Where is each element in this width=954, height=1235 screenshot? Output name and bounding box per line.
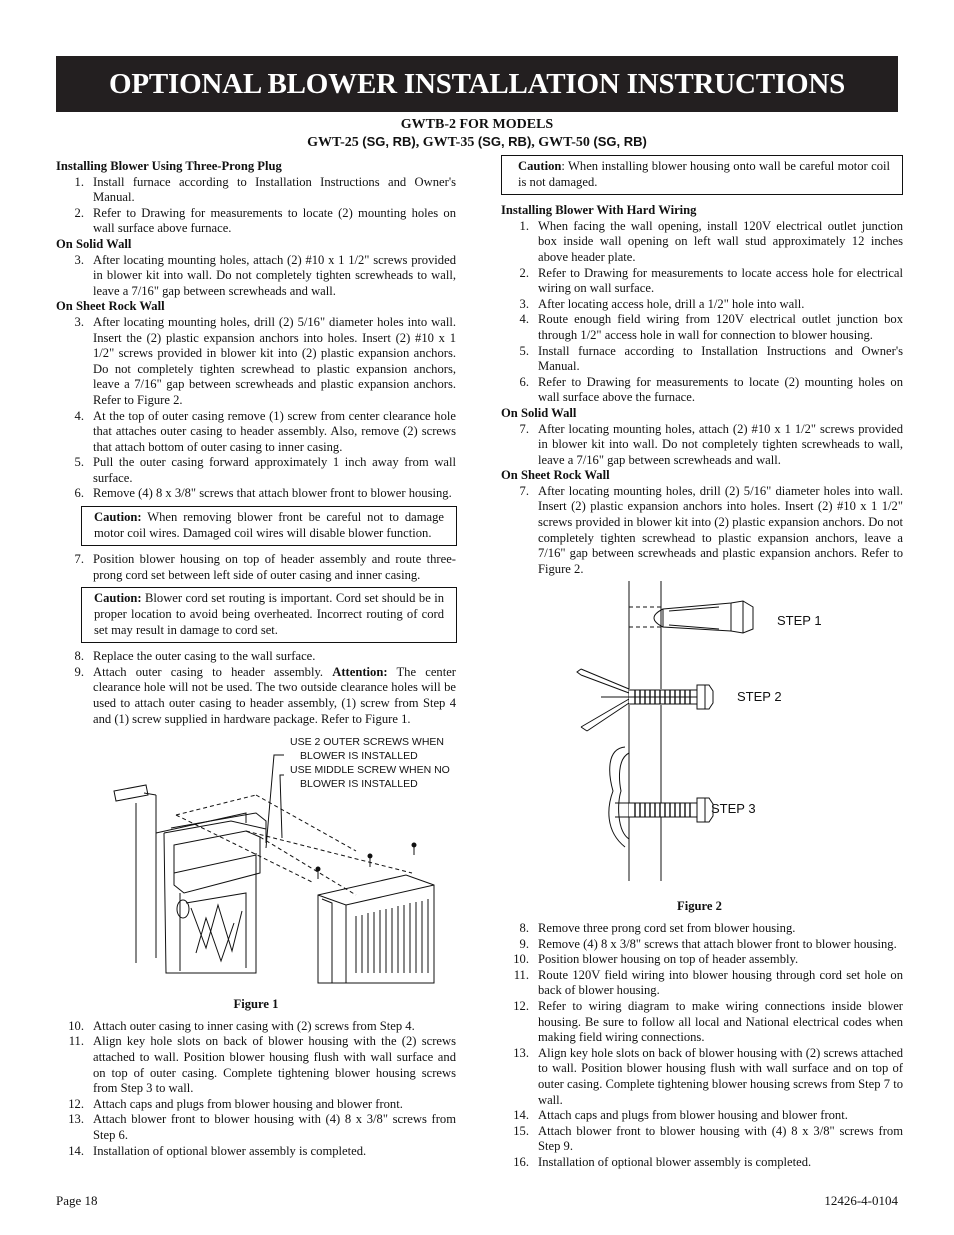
list-item [501,921,903,937]
subheading-sheet-rock: On Sheet Rock Wall [501,468,610,483]
caution-box [81,587,457,643]
list-item [56,649,456,665]
steps-list [56,552,456,583]
item-number: 7. [74,552,84,567]
model-gwt35: , GWT-35 [415,135,478,150]
item-number: 1. [519,218,529,233]
item-text: Align key hole slots on back of blower housing with (2) screws attached to wall. Position blower housing flush with wall surface and on top of outer casing. Complete tightening blower housing screws from Step 7 to wall. [538,1045,903,1107]
item-number: 2. [74,205,84,220]
step-3-label: STEP 3 [711,801,756,817]
item-text: Attach caps and plugs from blower housing and blower front. [538,1108,848,1123]
item-number: 3. [74,314,84,329]
item-number: 7. [519,421,529,436]
item-text: Attach outer casing to inner casing with (2) screws from Step 4. [93,1018,415,1033]
list-item [501,968,903,999]
model-gwt50-variants: (SG, RB) [593,134,647,149]
steps-list [56,253,456,300]
item-text: After locating mounting holes, attach (2) #10 x 1 1/2" screws provided in blower kit into wall. Do not completely tighten screwheads to wall, leave a 7/16" gap between screwheads and wall. [538,421,903,467]
item-text: Position blower housing on top of header assembly and route three-prong cord set between left side of outer casing and inner casing. [93,552,456,582]
list-item [501,484,903,578]
item-number: 5. [519,343,529,358]
item-text: Replace the outer casing to the wall surface. [93,649,316,664]
figure-2-caption: Figure 2 [677,899,722,914]
item-number: 14. [513,1108,529,1123]
item-number: 8. [519,921,529,936]
list-item [56,1019,456,1035]
list-item [501,1155,903,1171]
steps-list [56,315,456,502]
list-item [501,422,903,469]
section-heading-three-prong: Installing Blower Using Three-Prong Plug [56,159,282,173]
callout-text: BLOWER IS INSTALLED [300,778,418,791]
item-number: 11. [68,1034,84,1049]
item-text: At the top of outer casing remove (1) screw from center clearance hole that attaches outer casing to header assembly. Also, remove (2) screws that attach bottom of outer casing to inner casing. [93,408,456,454]
list-item [501,999,903,1046]
list-item [56,455,456,486]
item-number: 14. [68,1143,84,1158]
list-item [56,1097,456,1113]
item-number: 9. [74,664,84,679]
model-gwt50: , GWT-50 [531,135,594,150]
item-text: Attach blower front to blower housing with (4) 8 x 3/8" screws from Step 6. [93,1112,456,1142]
list-item [56,253,456,300]
list-item [56,1144,456,1160]
item-text: Pull the outer casing forward approximately 1 inch away from wall surface. [93,455,456,485]
item-number: 11. [513,967,529,982]
steps-list [56,175,456,237]
item-text: Route 120V field wiring into blower housing through cord set hole on back of blower housing. [538,967,903,998]
item-text: Refer to Drawing for measurements to locate access hole for electrical wiring on wall surface. [538,265,903,296]
caution-text: : When installing blower housing onto wall be careful motor coil is not damaged. [518,159,890,189]
item-number: 12. [68,1096,84,1111]
list-item [56,1112,456,1143]
item-number: 7. [519,483,529,498]
list-item [501,312,903,343]
item-number: 5. [74,455,84,470]
subheading-solid-wall: On Solid Wall [501,405,577,420]
list-item [501,937,903,953]
callout-text: BLOWER IS INSTALLED [300,750,418,763]
item-number: 3. [519,296,529,311]
steps-list [56,1019,456,1159]
item-number: 4. [74,408,84,423]
list-item [56,486,456,502]
item-number: 8. [74,649,84,664]
list-item [501,375,903,406]
caution-box [501,155,903,195]
steps-list [56,665,456,727]
item-text: Attach outer casing to header assembly. Attention: The center clearance hole will not be used. The two outside clearance holes will be used to attach outer casing to header assembly, (1) screw from Step 4 and (1) screw supplied in hardware package. Refer to Figure 1. [93,664,456,726]
item-number: 16. [513,1154,529,1169]
item-number: 10. [513,952,529,967]
callout-text: USE 2 OUTER SCREWS WHEN [290,736,445,749]
item-text: Attach caps and plugs from blower housing and blower front. [93,1096,403,1111]
item-number: 12. [513,999,529,1013]
list-item [56,206,456,237]
list-item [56,315,456,409]
item-text: Refer to Drawing for measurements to locate (2) mounting holes on wall surface above the furnace. [538,374,903,405]
caution-text: When removing blower front be careful not to damage motor coil wires. Damaged coil wires will disable blower function. [94,510,444,540]
item-text: After locating mounting holes, drill (2) 5/16" diameter holes into wall. Insert (2) plastic expansion anchors into holes. Insert (2) #10 x 1 1/2" screws provided in blower kit into (2) plastic expansion anchors. Do not completely tighten screwhead to plastic expansion anchors, leave a 7/16" gap between screwheads and plastic expansion anchors. Refer to Figure 2. [538,483,903,576]
list-item [501,952,903,968]
item-number: 13. [68,1112,84,1127]
steps-list [501,921,903,1171]
item-number: 15. [513,1123,529,1138]
attention-label: Attention: [332,664,388,679]
item-number: 2. [519,265,529,280]
document-code: 12426-4-0104 [824,1193,898,1208]
item-number: 13. [513,1045,529,1060]
list-item [501,344,903,375]
steps-list [501,422,903,469]
left-column [56,159,456,1159]
steps-list [501,219,903,406]
figure-1-diagram [56,733,456,985]
caution-label: Caution: [94,510,142,525]
model-gwt35-variants: (SG, RB) [477,134,532,149]
item-number: 6. [74,486,84,501]
item-text: Install furnace according to Installation Instructions and Owner's Manual. [538,343,903,374]
item-text: Attach blower front to blower housing with (4) 8 x 3/8" screws from Step 9. [538,1123,903,1154]
item-text: Remove three prong cord set from blower housing. [538,921,796,936]
model-heading: GWTB-2 FOR MODELS [400,117,554,132]
subheading-solid-wall: On Solid Wall [56,236,132,251]
item-text: After locating access hole, drill a 1/2" hole into wall. [538,296,805,311]
item-text: Refer to Drawing for measurements to locate (2) mounting holes on wall surface above furnace. [93,205,456,236]
list-item [501,266,903,297]
caution-label: Caution: [94,591,142,606]
page-number: Page 18 [56,1193,98,1208]
caution-box [81,506,457,546]
list-item [501,1124,903,1155]
item-text: When facing the wall opening, install 120V electrical outlet junction box inside wall opening on left wall stud approximately 12 inches above header plate. [538,218,903,264]
item-text: Install furnace according to Installation Instructions and Owner's Manual. [93,174,456,205]
figure-1-caption: Figure 1 [233,997,279,1012]
item-text: Remove (4) 8 x 3/8" screws that attach blower front to blower housing. [538,936,897,951]
item-number: 3. [74,252,84,267]
item-number: 4. [519,312,529,327]
steps-list [56,649,456,665]
list-item [56,665,456,727]
section-heading-hard-wiring: Installing Blower With Hard Wiring [501,203,697,218]
list-item [501,297,903,313]
item-text: Align key hole slots on back of blower housing with the (2) screws attached to wall. Position blower housing flush with wall surface and on top of outer casing. Complete tightening blower housing screws from Step 3 to wall. [93,1034,456,1096]
item-text: Remove (4) 8 x 3/8" screws that attach blower front to blower housing. [93,486,452,501]
model-list [0,134,954,151]
item-number: 10. [68,1018,84,1033]
list-item [56,1034,456,1096]
list-item [501,219,903,266]
item-text: Position blower housing on top of header assembly. [538,952,799,967]
caution-label: Caution [518,159,562,173]
item-text: After locating mounting holes, attach (2) #10 x 1 1/2" screws provided in blower kit into wall. Do not completely tighten screwheads to wall, leave a 7/16" gap between screwheads and wall. [93,252,456,298]
model-gwt25-variants: (SG, RB) [362,134,416,149]
item-text: Installation of optional blower assembly is completed. [93,1143,367,1158]
item-number: 1. [74,174,84,189]
step-2-label: STEP 2 [737,689,782,705]
item-text: Installation of optional blower assembly is completed. [538,1154,812,1169]
item-number: 9. [519,936,529,951]
caution-text: Blower cord set routing is important. Cord set should be in proper location to avoid being overheated. Incorrect routing of cord set may result in damage to cord set. [94,591,444,637]
list-item [56,409,456,456]
item-text: After locating mounting holes, drill (2) 5/16" diameter holes into wall. Insert the (2) plastic expansion anchors into holes. Insert (2) #10 x 1 1/2" screws provided in blower kit into (2) plastic expansion anchors. Do not completely tighten screwhead to plastic expansion anchors, leave a 7/16" gap between screwheads and plastic expansion anchors. Refer to Figure 2. [93,314,456,407]
item-text: Route enough field wiring from 120V electrical outlet junction box through 1/2" access hole in wall for connection to blower housing. [538,312,903,342]
subheading-sheet-rock: On Sheet Rock Wall [56,299,165,314]
steps-list [501,484,903,578]
figure-2-diagram [501,581,903,889]
page-title: OPTIONAL BLOWER INSTALLATION INSTRUCTIONS [56,56,898,112]
list-item [56,175,456,206]
step-1-label: STEP 1 [777,613,822,629]
item-number: 6. [519,374,529,389]
list-item [501,1046,903,1108]
callout-text: USE MIDDLE SCREW WHEN NO [290,764,450,777]
right-column [501,155,903,1171]
list-item [56,552,456,583]
model-gwt25: GWT-25 [307,135,363,150]
list-item [501,1108,903,1124]
item-text: Refer to wiring diagram to make wiring connections inside blower housing. Be sure to follow all local and National electrical codes when making field wiring connections. [538,999,903,1045]
